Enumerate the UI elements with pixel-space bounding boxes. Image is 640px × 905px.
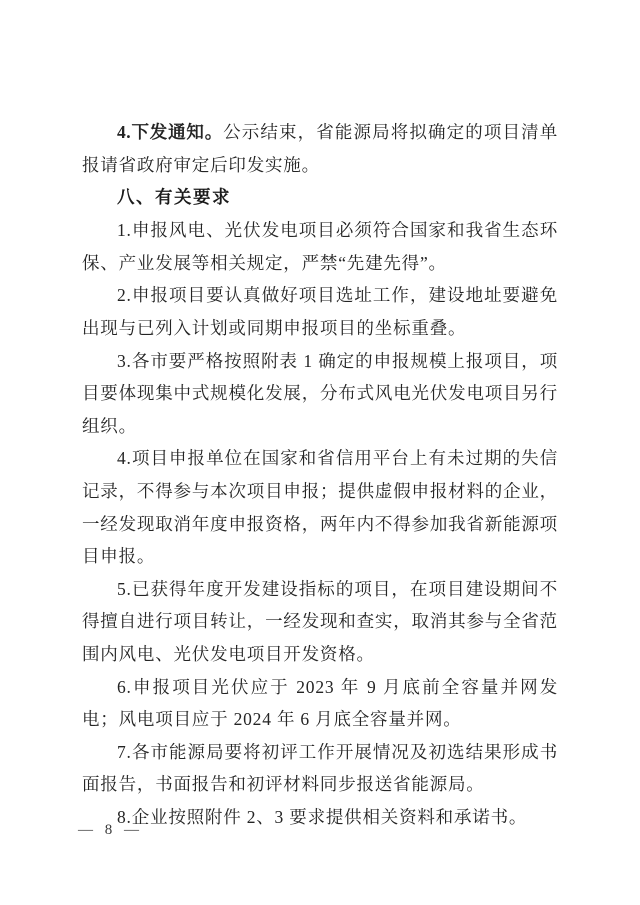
requirement-item-6: 6.申报项目光伏应于 2023 年 9 月底前全容量并网发电；风电项目应于 2024 年 6 月底全容量并网。 [82,676,558,730]
document-body [82,116,558,833]
requirement-item-3: 3.各市要严格按照附表 1 确定的申报规模上报项目，项目要体现集中式规模化发展，分布式风电光伏发电项目另行组织。 [82,350,558,436]
requirement-item-2: 2.申报项目要认真做好项目选址工作，建设地址要避免出现与已列入计划或同期申报项目的坐标重叠。 [82,285,558,338]
requirement-item-8: 8.企业按照附件 2、3 要求提供相关资料和承诺书。 [117,806,528,827]
section-heading-requirements: 八、有关要求 [117,187,231,208]
requirement-item-5: 5.已获得年度开发建设指标的项目，在项目建设期间不得擅自进行项目转让，一经发现和查实，取消其参与全省范围内风电、光伏发电项目开发资格。 [82,578,558,664]
page-footer [78,822,143,839]
paragraph-body-text: 公示结束，省能源局将拟确定的项目清单报请省政府审定后印发实施。 [82,122,558,175]
page-number: — 8 — [78,822,143,838]
paragraph-issue-notice [82,116,558,181]
requirement-item-7: 7.各市能源局要将初评工作开展情况及初选结果形成书面报告，书面报告和初评材料同步报送省能源局。 [82,741,558,795]
requirement-item-4: 4.项目申报单位在国家和省信用平台上有未过期的失信记录，不得参与本次项目申报；提供虚假申报材料的企业，一经发现取消年度申报资格，两年内不得参加我省新能源项目申报。 [82,448,558,567]
paragraph-lead-bold: 4.下发通知。 [117,122,224,142]
requirement-item-1: 1.申报风电、光伏发电项目必须符合国家和我省生态环保、产业发展等相关规定，严禁“先建先得”。 [82,220,558,273]
